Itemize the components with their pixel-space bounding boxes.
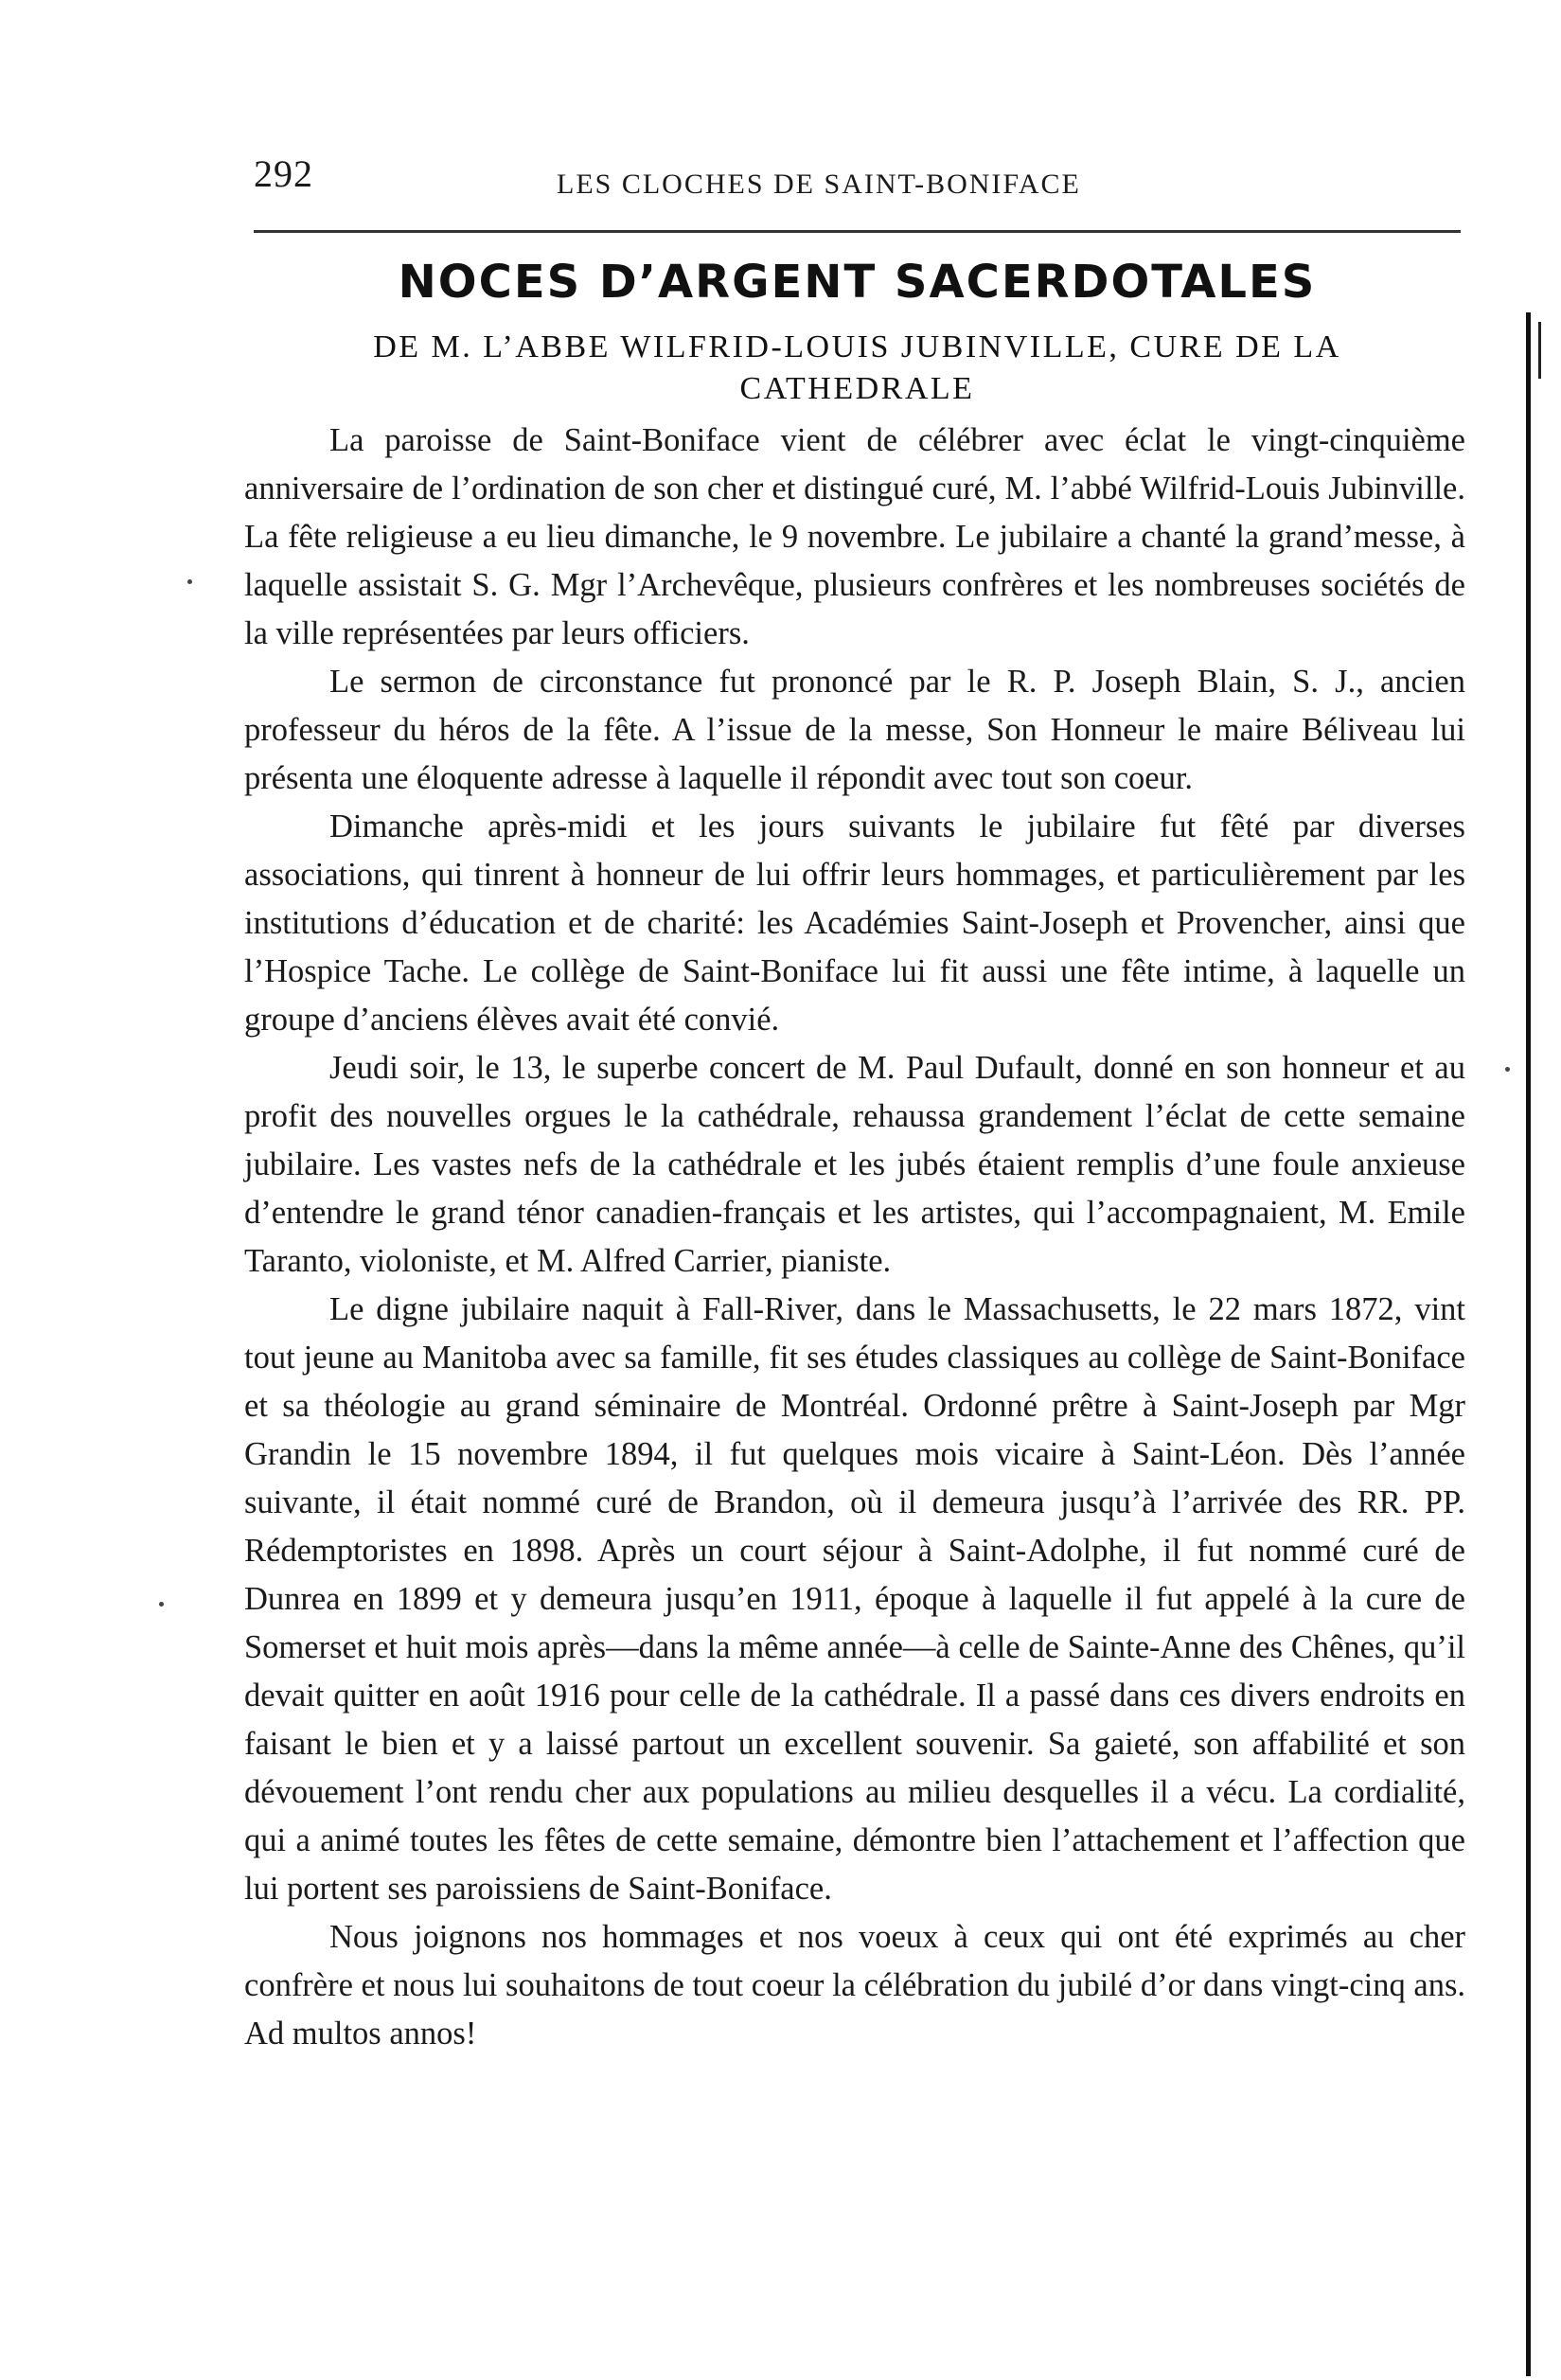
paragraph: La paroisse de Saint-Boniface vient de célébrer avec éclat le vingt-cinquième anniversaire de l’ordination de son cher et distingué curé, M. l’abbé Wilfrid-Louis Jubinville. La fête religieuse a eu lieu dimanche, le 9 novembre. Le jubilaire a chanté la grand’messe, à laquelle assistait S. G. Mgr l’Archevêque, plusieurs confrères et les nombreuses sociétés de la ville représentées par leurs officiers.: [244, 422, 1465, 651]
page-edge-tick: [1538, 322, 1541, 379]
paragraph: Jeudi soir, le 13, le superbe concert de M. Paul Dufault, donné en son honneur et au profit des nouvelles orgues le la cathédrale, rehaussa grandement l’éclat de cette semaine jubilaire. Les vastes nefs de la cathédrale et les jubés étaient remplis d’une foule anxieuse d’entendre le grand ténor canadien-français et les artistes, qui l’accompagnaient, M. Emile Taranto, violoniste, et M. Alfred Carrier, pianiste.: [244, 1050, 1465, 1279]
paragraph: Dimanche après-midi et les jours suivants le jubilaire fut fêté par diverses associations, qui tinrent à honneur de lui offrir leurs hommages, et particulièrement par les institutions d’éducation et de charité: les Académies Saint-Joseph et Provencher, ainsi que l’Hospice Tache. Le collège de Saint-Boniface lui fit aussi une fête intime, à laquelle un groupe d’anciens élèves avait été convié.: [244, 808, 1465, 1038]
page-number: 292: [254, 152, 313, 195]
paragraph: Le digne jubilaire naquit à Fall-River, dans le Massachusetts, le 22 mars 1872, vint tout jeune au Manitoba avec sa famille, fit ses études classiques au collège de Saint-Boniface et sa théologie au grand séminaire de Montréal. Ordonné prêtre à Saint-Joseph par Mgr Grandin le 15 novembre 1894, il fut quelques mois vicaire à Saint-Léon. Dès l’année suivante, il était nommé curé de Brandon, où il demeura jusqu’à l’arrivée des RR. PP. Rédemptoristes en 1898. Après un court séjour à Saint-Adolphe, il fut nommé curé de Dunrea en 1899 et y demeura jusqu’en 1911, époque à laquelle il fut appelé à la cure de Somerset et huit mois après—dans la même année—à celle de Sainte-Anne des Chênes, qu’il devait quitter en août 1916 pour celle de la cathédrale. Il a passé dans ces divers endroits en faisant le bien et y a laissé partout un excellent souvenir. Sa gaieté, son affabilité et son dévouement l’ont rendu cher aux populations au milieu desquelles il a vécu. La cordialité, qui a animé toutes les fêtes de cette semaine, démontre bien l’attachement et l’affection que lui portent ses paroissiens de Saint-Boniface.: [244, 1291, 1465, 1907]
margin-speck: [159, 1602, 164, 1607]
running-head: LES CLOCHES DE SAINT-BONIFACE: [557, 169, 1081, 200]
margin-speck: [187, 579, 192, 584]
paragraph: Le sermon de circonstance fut prononcé par le R. P. Joseph Blain, S. J., ancien professeur du héros de la fête. A l’issue de la messe, Son Honneur le maire Béliveau lui présenta une éloquente adresse à laquelle il répondit avec tout son coeur.: [244, 664, 1465, 796]
page-header: [254, 151, 1461, 208]
article-subtitle: DE M. L’ABBE WILFRID-LOUIS JUBINVILLE, CURE DE LA CATHEDRALE: [373, 329, 1341, 406]
article-body: [244, 417, 1465, 2058]
margin-speck: [1505, 1067, 1510, 1072]
paragraph: Nous joignons nos hommages et nos voeux à ceux qui ont été exprimés au cher confrère et nous lui souhaitons de tout coeur la célébration du jubilé d’or dans vingt-cinq ans. Ad multos annos!: [244, 1919, 1465, 2051]
header-rule: [254, 230, 1461, 233]
article-title: NOCES D’ARGENT SACERDOTALES: [398, 256, 1317, 309]
page-edge-line: [1526, 312, 1531, 2376]
